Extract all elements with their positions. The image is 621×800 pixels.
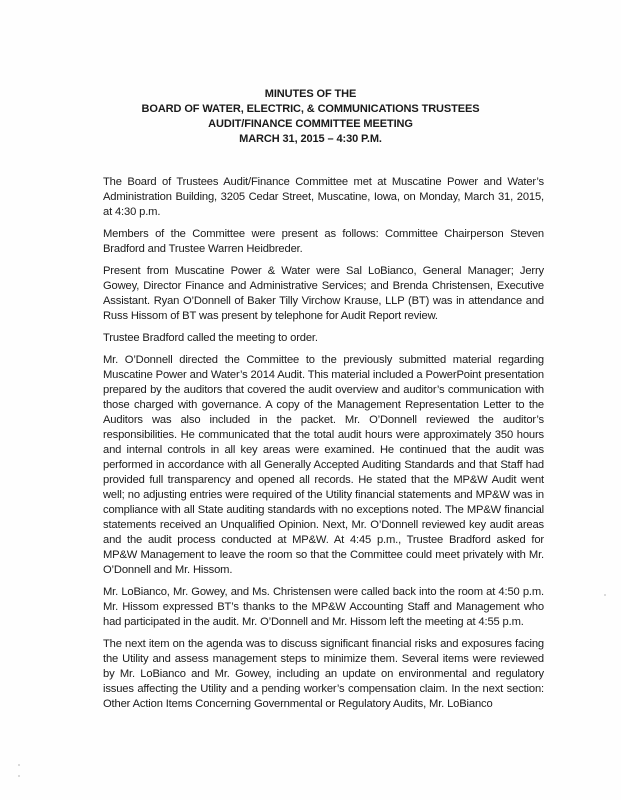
paragraph-audit-review: Mr. O’Donnell directed the Committee to the previously submitted material regarding Muscatine Power and Water’s 2014 Audit. This material included a PowerPoint presentation prepared by the auditors that covered the audit overview and auditor’s communication with those charged with governance. A copy of the Management Representation Letter to the Auditors was also included in the packet. Mr. O’Donnell reviewed the auditor’s responsibilities. He communicated that the total audit hours were approximately 350 hours and internal controls in all key areas were examined. He continued that the audit was performed in accordance with all Generally Accepted Auditing Standards and that Staff had provided full transparency and opened all records. He stated that the MP&W Audit went well; no adjusting entries were required of the Utility financial statements and MP&W was in compliance with all State auditing standards with no exceptions noted. The MP&W financial statements received an Unqualified Opinion. Next, Mr. O’Donnell reviewed key audit areas and the audit process conducted at MP&W. At 4:45 p.m., Trustee Bradford asked for MP&W Management to leave the room so that the Committee could meet privately with Mr. O’Donnell and Mr. Hissom. <box>103 354 544 576</box>
scan-speck <box>604 594 606 596</box>
paragraph-staff-present: Present from Muscatine Power & Water were Sal LoBianco, General Manager; Jerry Gowey, Director Finance and Administrative Services; and Brenda Christensen, Executive Assistant. Ryan O’Donnell of Baker Tilly Virchow Krause, LLP (BT) was in attendance and Russ Hissom of BT was present by telephone for Audit Report review. <box>103 265 544 322</box>
heading-line-board: BOARD OF WATER, ELECTRIC, & COMMUNICATIONS TRUSTEES <box>141 103 480 115</box>
paragraph-committee-members: Members of the Committee were present as follows: Committee Chairperson Steven Bradford and Trustee Warren Heidbreder. <box>103 228 544 255</box>
document-body <box>103 175 544 719</box>
paragraph-staff-return: Mr. LoBianco, Mr. Gowey, and Ms. Christensen were called back into the room at 4:50 p.m. Mr. Hissom expressed BT’s thanks to the MP&W Accounting Staff and Management who had participated in the audit. Mr. O’Donnell and Mr. Hissom left the meeting at 4:55 p.m. <box>103 586 544 628</box>
paragraph-call-to-order: Trustee Bradford called the meeting to order. <box>103 332 318 344</box>
heading-line-minutes: MINUTES OF THE <box>264 88 357 100</box>
heading-line-date: MARCH 31, 2015 – 4:30 P.M. <box>239 133 382 145</box>
heading-line-committee: AUDIT/FINANCE COMMITTEE MEETING <box>208 118 413 130</box>
paragraph-financial-risks: The next item on the agenda was to discuss significant financial risks and exposures facing the Utility and assess management steps to minimize them. Several items were reviewed by Mr. LoBianco and Mr. Gowey, including an update on environmental and regulatory issues affecting the Utility and a pending worker’s compensation claim. In the next section: Other Action Items Concerning Governmental or Regulatory Audits, Mr. LoBianco <box>103 638 544 710</box>
document-heading <box>0 87 621 147</box>
scan-speck <box>18 775 20 777</box>
scan-speck <box>18 764 20 766</box>
paragraph-meeting-location: The Board of Trustees Audit/Finance Committee met at Muscatine Power and Water’s Administration Building, 3205 Cedar Street, Muscatine, Iowa, on Monday, March 31, 2015, at 4:30 p.m. <box>103 176 544 218</box>
